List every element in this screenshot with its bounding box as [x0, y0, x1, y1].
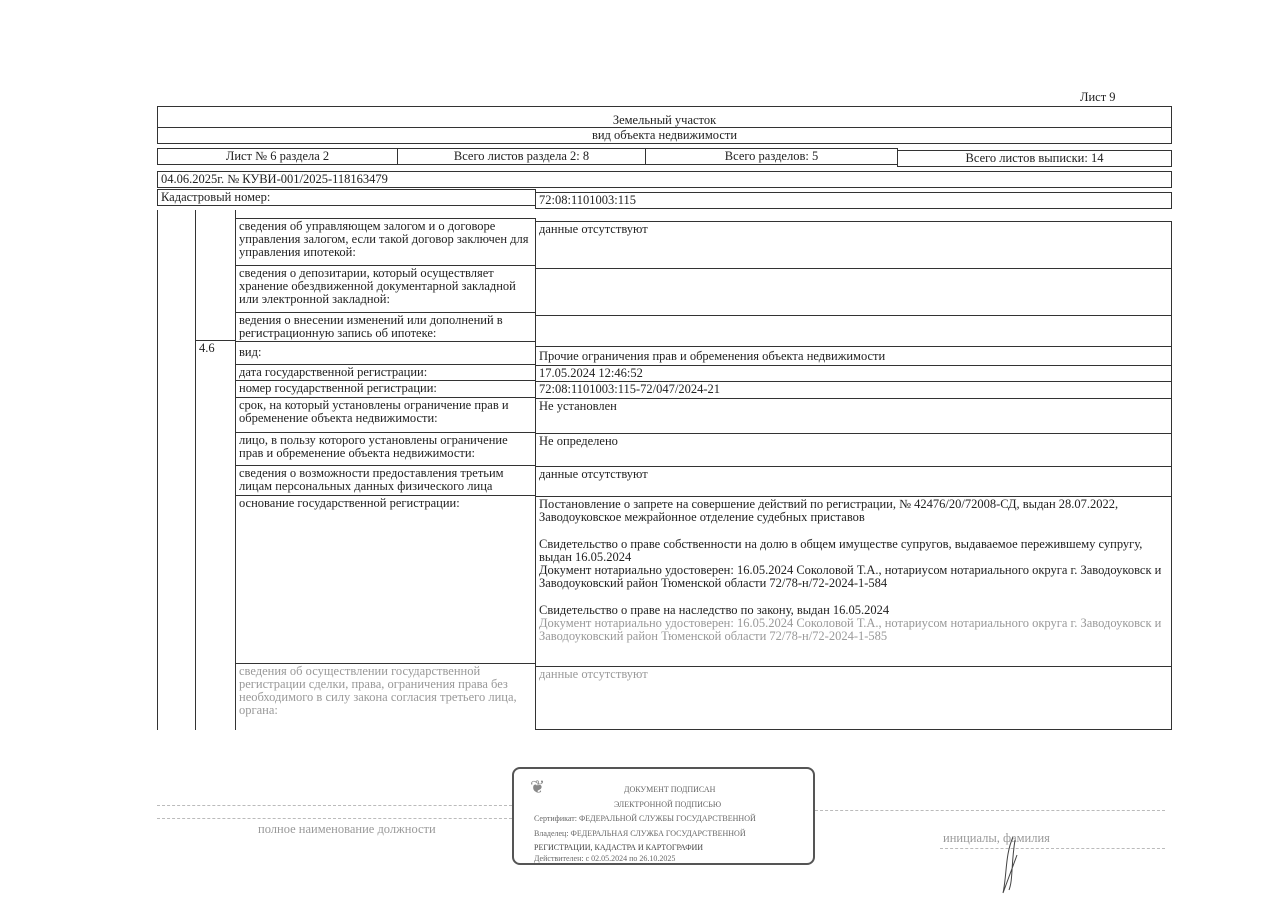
row-label: вид: — [235, 341, 536, 365]
emblem-icon: ❦ — [530, 777, 546, 797]
stamp-organization: РЕГИСТРАЦИИ, КАДАСТРА И КАРТОГРАФИИ — [534, 843, 704, 852]
row-value: Не установлен — [535, 398, 1172, 434]
sheet-number: Лист 9 — [1080, 90, 1116, 104]
sheet-of-section: Лист № 6 раздела 2 — [157, 148, 398, 165]
row-value: Не определено — [535, 433, 1172, 467]
section-number: 4.6 — [195, 340, 236, 730]
basis-item: Постановление о запрете на совершение действий по регистрации, № 42476/20/72008-СД, выдан 28.07.2022, Заводоуковское межрайонное отделение судебных приставов — [539, 497, 1119, 524]
row-value — [535, 315, 1172, 348]
row-label: ведения о внесении изменений или дополнений в регистрационную запись об ипотеке: — [235, 312, 536, 348]
document-reference: 04.06.2025г. № КУВИ-001/2025-118163479 — [157, 171, 1172, 188]
position-caption: полное наименование должности — [258, 822, 436, 836]
row-value: данные отсутствуют — [535, 221, 1172, 269]
basis-value — [535, 496, 1172, 667]
row-label: срок, на который установлены ограничение прав и обременение объекта недвижимости: — [235, 397, 536, 433]
total-sheets-extract: Всего листов выписки: 14 — [897, 150, 1172, 167]
row-label: номер государственной регистрации: — [235, 380, 536, 398]
row-label: лицо, в пользу которого установлены ограничение прав и обременение объекта недвижимости: — [235, 432, 536, 466]
row-value — [535, 268, 1172, 316]
last-row-value: данные отсутствуют — [535, 666, 1172, 730]
row-value: данные отсутствуют — [535, 466, 1172, 497]
object-type-caption: вид объекта недвижимости — [157, 127, 1172, 144]
stamp-validity: Действителен: с 02.05.2024 по 26.10.2025 — [534, 854, 676, 863]
basis-label: основание государственной регистрации: — [235, 495, 536, 666]
total-sections: Всего разделов: 5 — [645, 148, 898, 165]
row-label: дата государственной регистрации: — [235, 364, 536, 381]
basis-item: Документ нотариально удостоверен: 16.05.2024 Соколовой Т.А., нотариусом нотариального округа г. Заводоуковск и Заводоуковский район Тюменской области 72/78-н/72-2024-1-585 — [539, 616, 1162, 643]
basis-item: Свидетельство о праве собственности на долю в общем имуществе супругов, выдаваемое пережившему супругу, выдан 16.05.2024 — [539, 537, 1143, 564]
row-label: сведения об управляющем залогом и о договоре управления залогом, если такой договор заключен для управления ипотекой: — [235, 218, 536, 266]
name-caption: инициалы, фамилия — [943, 831, 1050, 845]
total-sheets-section: Всего листов раздела 2: 8 — [397, 148, 646, 165]
column-blank — [157, 210, 196, 730]
row-value: Прочие ограничения прав и обременения объекта недвижимости — [535, 346, 1172, 366]
stamp-subtitle: ЭЛЕКТРОННОЙ ПОДПИСЬЮ — [614, 800, 722, 809]
electronic-signature-stamp — [512, 767, 815, 865]
stamp-certificate: Сертификат: ФЕДЕРАЛЬНОЙ СЛУЖБЫ ГОСУДАРСТВЕННОЙ — [534, 814, 756, 823]
stamp-owner: Владелец: ФЕДЕРАЛЬНАЯ СЛУЖБА ГОСУДАРСТВЕННОЙ — [534, 829, 746, 838]
row-label: сведения о депозитарии, который осуществляет хранение обездвиженной документарной закладной или электронной закладной: — [235, 265, 536, 313]
cadastral-value: 72:08:1101003:115 — [535, 192, 1172, 209]
basis-item: Свидетельство о праве на наследство по закону, выдан 16.05.2024 — [539, 603, 890, 617]
stamp-title: ДОКУМЕНТ ПОДПИСАН — [624, 785, 716, 794]
row-label: сведения о возможности предоставления третьим лицам персональных данных физического лица — [235, 465, 536, 496]
row-value: 72:08:1101003:115-72/047/2024-21 — [535, 381, 1172, 399]
row-value: 17.05.2024 12:46:52 — [535, 365, 1172, 382]
signature-icon — [995, 835, 1025, 895]
last-row-label: сведения об осуществлении государственной регистрации сделки, права, ограничения права без необходимого в силу закона согласия третьего лица, органа: — [235, 663, 536, 730]
column-number-prev — [195, 210, 236, 348]
object-type: Земельный участок — [157, 106, 1172, 128]
basis-item: Документ нотариально удостоверен: 16.05.2024 Соколовой Т.А., нотариусом нотариального округа г. Заводоуковск и Заводоуковский район Тюменской области 72/78-н/72-2024-1-584 — [539, 563, 1162, 590]
cadastral-label: Кадастровый номер: — [157, 189, 536, 206]
